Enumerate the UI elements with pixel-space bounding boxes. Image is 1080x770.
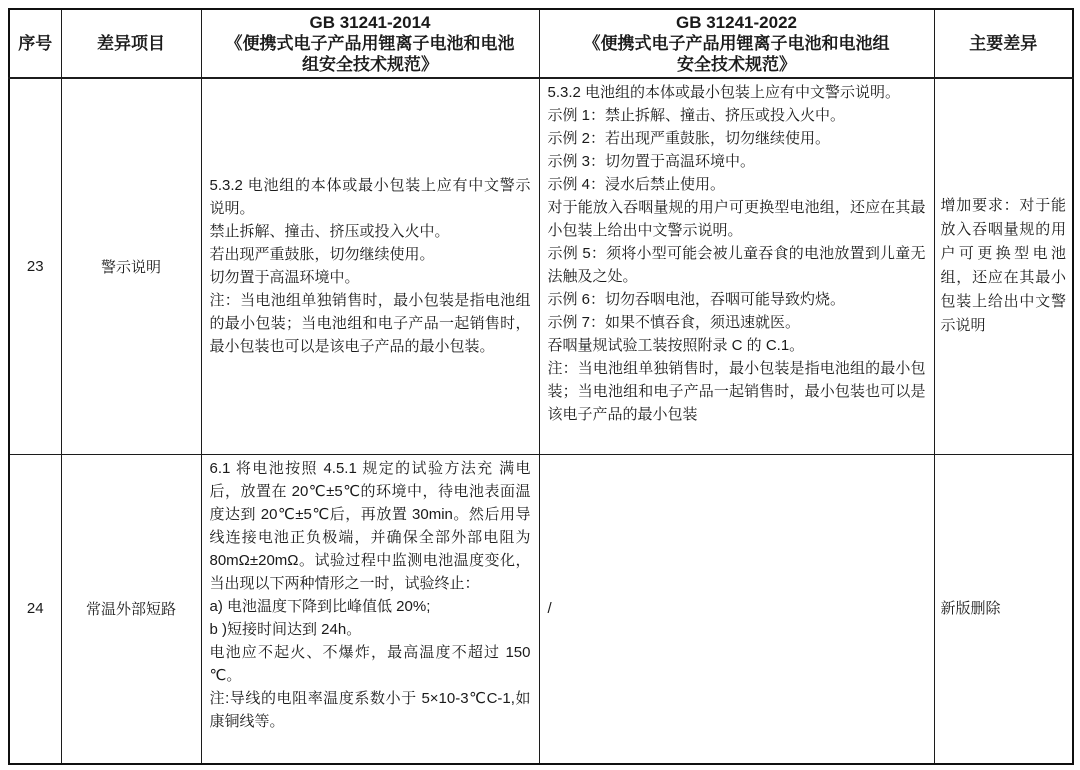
- row24-gb2014-para: 注:导线的电阻率温度系数小于 5×10-3℃C-1,如康铜线等。: [209, 689, 531, 730]
- row23-gb2022-para: 吞咽量规试验工装按照附录 C 的 C.1。: [547, 337, 805, 354]
- gb2014-standard-title-line2: 组安全技术规范》: [302, 55, 438, 74]
- row23-gb2022-para: 示例 5：须将小型可能会被儿童吞食的电池放置到儿童无法触及之处。: [547, 245, 926, 285]
- row23-main-diff-text: 增加要求：对于能放入吞咽量规的用户可更换型电池组，还应在其最小包装上给出中文警示说明: [940, 197, 1066, 335]
- row23-gb2022-para: 示例 2：若出现严重鼓胀，切勿继续使用。: [547, 130, 831, 147]
- row23-diff-item-cell: 警示说明: [61, 78, 201, 454]
- row24-gb2014-para: a) 电池温度下降到比峰值低 20%;: [209, 597, 431, 615]
- header-serial-label: 序号: [18, 34, 53, 53]
- gb2014-standard-title-line1: 《便携式电子产品用锂离子电池和电池: [225, 34, 515, 53]
- table-header-row: [9, 9, 1073, 78]
- row23-main-diff-cell: [934, 78, 1073, 454]
- row24-gb2014-para: 6.1 将电池按照 4.5.1 规定的试验方法充 满电后，放置在 20℃±5℃的环境中，待电池表面温度达到 20℃±5℃后，再放置 30min。然后用导线连接电池正负极端，并确保全部外部电阻为 80mΩ±20mΩ。试验过程中监测电池温度变化，当出现以下两种情形之一时，试验终止：: [209, 459, 531, 592]
- header-diff-item-label: 差异项目: [97, 34, 165, 53]
- row23-gb2022-para: 示例 7：如果不慎吞食，须迅速就医。: [547, 314, 801, 331]
- row23-gb2014-para: 若出现严重鼓胀，切勿继续使用。: [209, 246, 435, 264]
- row24-serial-cell: 24: [9, 454, 61, 764]
- row23-gb2022-para: 示例 1：禁止拆解、撞击、挤压或投入火中。: [547, 107, 846, 124]
- row24-gb2014-cell: [201, 454, 539, 764]
- row23-serial-cell: 23: [9, 78, 61, 454]
- row24-gb2014-para: 电池应不起火、不爆炸，最高温度不超过 150 ℃。: [209, 643, 531, 684]
- row24-main-diff-cell: [934, 454, 1073, 764]
- row23-gb2014-para: 注：当电池组单独销售时，最小包装是指电池组的最小包装；当电池组和电子产品一起销售时，最小包装也可以是该电子产品的最小包装。: [209, 292, 531, 356]
- gb2022-standard-code: GB 31241-2022: [676, 13, 797, 32]
- row23-gb2014-para: 5.3.2 电池组的本体或最小包装上应有中文警示说明。: [209, 177, 531, 218]
- header-col-diff-item: [61, 9, 201, 78]
- row24-gb2014-para: b )短接时间达到 24h。: [209, 620, 362, 638]
- header-col-main-diff: [934, 9, 1073, 78]
- row23-gb2022-para: 对于能放入吞咽量规的用户可更换型电池组，还应在其最小包装上给出中文警示说明。: [547, 199, 926, 239]
- table-row-24: [9, 454, 1073, 764]
- row23-gb2022-para: 注：当电池组单独销售时，最小包装是指电池组的最小包装；当电池组和电子产品一起销售时，最小包装也可以是该电子产品的最小包装: [547, 360, 926, 423]
- standards-comparison-table: [8, 8, 1074, 765]
- row24-main-diff-text: 新版删除: [940, 599, 1001, 617]
- row24-gb2022-cell: [539, 454, 934, 764]
- header-col-gb2014: [201, 9, 539, 78]
- row23-gb2022-cell: [539, 78, 934, 454]
- row24-diff-item-cell: 常温外部短路: [61, 454, 201, 764]
- row23-gb2014-cell: [201, 78, 539, 454]
- header-col-gb2022: [539, 9, 934, 78]
- row23-gb2014-para: 禁止拆解、撞击、挤压或投入火中。: [209, 223, 450, 241]
- header-main-diff-label: 主要差异: [969, 34, 1038, 53]
- gb2022-standard-title-line2: 安全技术规范》: [677, 55, 796, 74]
- table-row-23: [9, 78, 1073, 454]
- gb2014-standard-code: GB 31241-2014: [309, 13, 431, 32]
- row23-gb2022-para: 示例 6：切勿吞咽电池，吞咽可能导致灼烧。: [547, 291, 846, 308]
- row24-gb2022-placeholder: /: [547, 600, 552, 618]
- row23-gb2022-para: 示例 4：浸水后禁止使用。: [547, 176, 726, 193]
- gb2022-standard-title-line1: 《便携式电子产品用锂离子电池和电池组: [583, 34, 890, 53]
- row23-gb2022-para: 5.3.2 电池组的本体或最小包装上应有中文警示说明。: [547, 84, 901, 101]
- row23-gb2022-para: 示例 3：切勿置于高温环境中。: [547, 153, 756, 170]
- row23-gb2014-para: 切勿置于高温环境中。: [209, 269, 360, 287]
- header-col-serial: [9, 9, 61, 78]
